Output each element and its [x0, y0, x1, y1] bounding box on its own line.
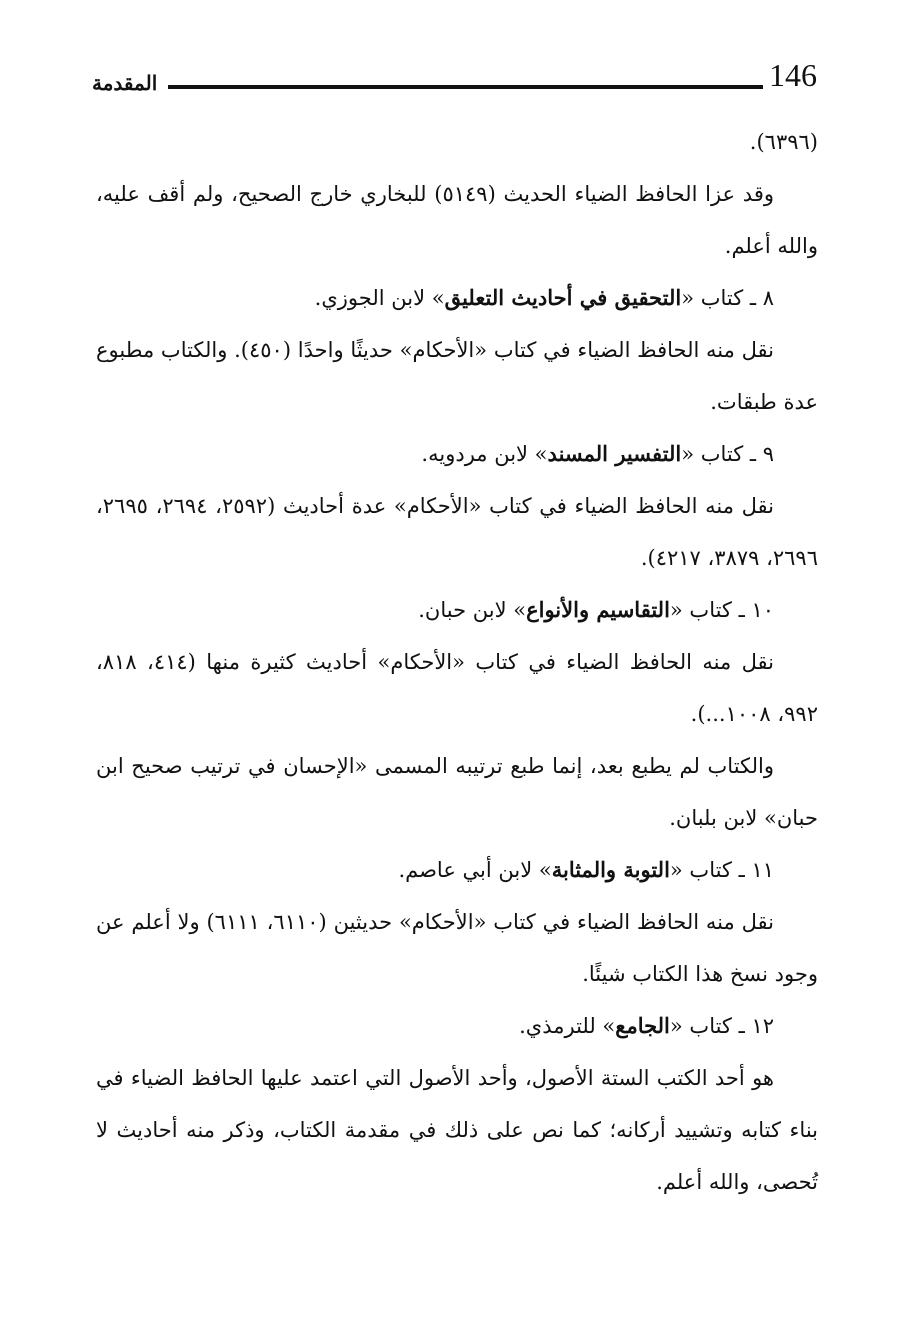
paragraph-item-10-note: نقل منه الحافظ الضياء في كتاب «الأحكام» أحاديث كثيرة منها (٤١٤، ٨١٨، ٩٩٢، ١٠٠٨...). [96, 650, 818, 726]
running-title: المقدمة [92, 71, 158, 95]
list-item-9-prefix: ٩ ـ كتاب « [681, 442, 774, 466]
header-rule [168, 85, 763, 89]
list-item-8-suffix: » لابن الجوزي. [314, 286, 445, 310]
list-item-10-prefix: ١٠ ـ كتاب « [669, 598, 774, 622]
list-item-11-suffix: » لابن أبي عاصم. [398, 858, 552, 882]
paragraph-item-10-edition: والكتاب لم يطبع بعد، إنما طبع ترتيبه المسمى «الإحسان في ترتيب صحيح ابن حبان» لابن بلبان. [96, 754, 818, 830]
list-item-9-suffix: » لابن مردويه. [421, 442, 548, 466]
list-item-11-prefix: ١١ ـ كتاب « [669, 858, 774, 882]
paragraph-item-9-note: نقل منه الحافظ الضياء في كتاب «الأحكام» عدة أحاديث (٢٥٩٢، ٢٦٩٤، ٢٦٩٥، ٢٦٩٦، ٣٨٧٩، ٤٢١٧). [96, 494, 818, 570]
list-item-9-title: التفسير المسند [547, 441, 682, 466]
paragraph-item-8-note: نقل منه الحافظ الضياء في كتاب «الأحكام» حديثًا واحدًا (٤٥٠). والكتاب مطبوع عدة طبقات. [96, 338, 818, 414]
paragraph-item-12-note: هو أحد الكتب الستة الأصول، وأحد الأصول التي اعتمد عليها الحافظ الضياء في بناء كتابه وتشييد أركانه؛ كما نص على ذلك في مقدمة الكتاب، وذكر منه أحاديث لا تُحصى، والله أعلم. [96, 1066, 818, 1194]
list-item-11-title: التوبة والمثابة [551, 857, 670, 882]
list-item-12-suffix: » للترمذي. [519, 1014, 616, 1038]
page-number: 146 [769, 57, 817, 93]
list-item-8-prefix: ٨ ـ كتاب « [681, 286, 774, 310]
list-item-12 [96, 1000, 818, 1052]
list-item-8 [96, 272, 818, 324]
list-item-10 [96, 584, 818, 636]
list-item-10-suffix: » لابن حبان. [418, 598, 527, 622]
body-text [96, 116, 818, 1208]
paragraph-bukhari-note: وقد عزا الحافظ الضياء الحديث (٥١٤٩) للبخاري خارج الصحيح، ولم أقف عليه، والله أعلم. [96, 182, 818, 258]
list-item-12-prefix: ١٢ ـ كتاب « [669, 1014, 774, 1038]
list-item-8-title: التحقيق في أحاديث التعليق [444, 285, 682, 310]
list-item-10-title: التقاسيم والأنواع [526, 597, 670, 622]
list-item-11 [96, 844, 818, 896]
list-item-12-title: الجامع [615, 1013, 670, 1038]
paragraph-item-11-note: نقل منه الحافظ الضياء في كتاب «الأحكام» حديثين (٦١١٠، ٦١١١) ولا أعلم عن وجود نسخ هذا الكتاب شيئًا. [96, 910, 818, 986]
list-item-9 [96, 428, 818, 480]
paragraph-continuation: (٦٣٩٦). [749, 130, 818, 154]
